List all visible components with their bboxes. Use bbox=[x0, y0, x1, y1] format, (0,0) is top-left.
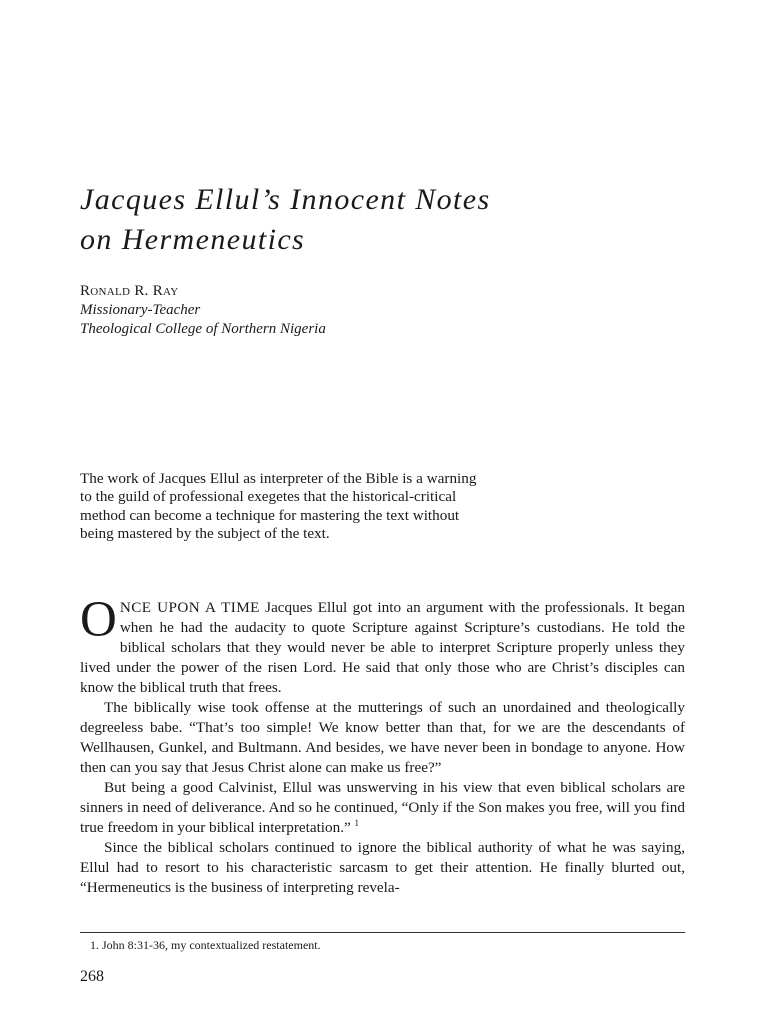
author-role: Missionary-Teacher bbox=[80, 302, 201, 318]
paragraph-1-text: Jacques Ellul got into an argument with the professionals. It began when he had the audacity to quote Scripture against Scripture’s custodians. He told the biblical scholars that they would never be able to interpret Scripture properly unless they lived under the power of the risen Lord. He said that only those who are Christ’s disciples can know the biblical truth that frees. bbox=[80, 599, 686, 696]
author-block bbox=[80, 282, 580, 339]
article-body bbox=[80, 592, 686, 898]
opening-small-caps: NCE UPON A TIME bbox=[119, 599, 260, 616]
body-paragraph-4: Since the biblical scholars continued to ignore the biblical authority of what he was saying, Ellul had to resort to his characteristic sarcasm to get their attention. He finally blurted out, “Hermeneutics is the business of interpreting revela- bbox=[80, 839, 685, 896]
author-institution: Theological College of Northern Nigeria bbox=[80, 321, 326, 337]
title-line-1: Jacques Ellul’s Innocent Notes bbox=[80, 183, 491, 216]
article-title bbox=[80, 180, 640, 260]
footnote-1: 1. John 8:31-36, my contextualized restatement. bbox=[90, 938, 321, 952]
body-paragraph-2: The biblically wise took offense at the mutterings of such an unordained and theologically degreeless babe. “That’s too simple! We know better than that, for we are the descendants of Wellhausen, Gunkel, and Bultmann. And besides, we have never been in bondage to anyone. How then can you say that Jesus Christ alone can make us free?” bbox=[80, 699, 685, 776]
body-paragraph-1 bbox=[80, 592, 686, 698]
drop-cap: O bbox=[80, 592, 117, 648]
title-line-2: on Hermeneutics bbox=[80, 223, 306, 256]
author-name: Ronald R. Ray bbox=[80, 283, 179, 299]
footnote-reference[interactable]: 1 bbox=[354, 817, 360, 828]
paragraph-3-text: But being a good Calvinist, Ellul was unswerving in his view that even biblical scholars are sinners in need of deliverance. And so he continued, “Only if the Son makes you free, will you find true freedom in your biblical interpretation.” bbox=[80, 779, 685, 836]
body-paragraph-3 bbox=[80, 778, 685, 838]
abstract: The work of Jacques Ellul as interpreter of the Bible is a warning to the guild of professional exegetes that the historical-critical method can become a technique for mastering the text without being mastered by the subject of the text. bbox=[80, 470, 477, 543]
footnote-divider bbox=[80, 932, 685, 933]
page-number: 268 bbox=[80, 968, 104, 985]
